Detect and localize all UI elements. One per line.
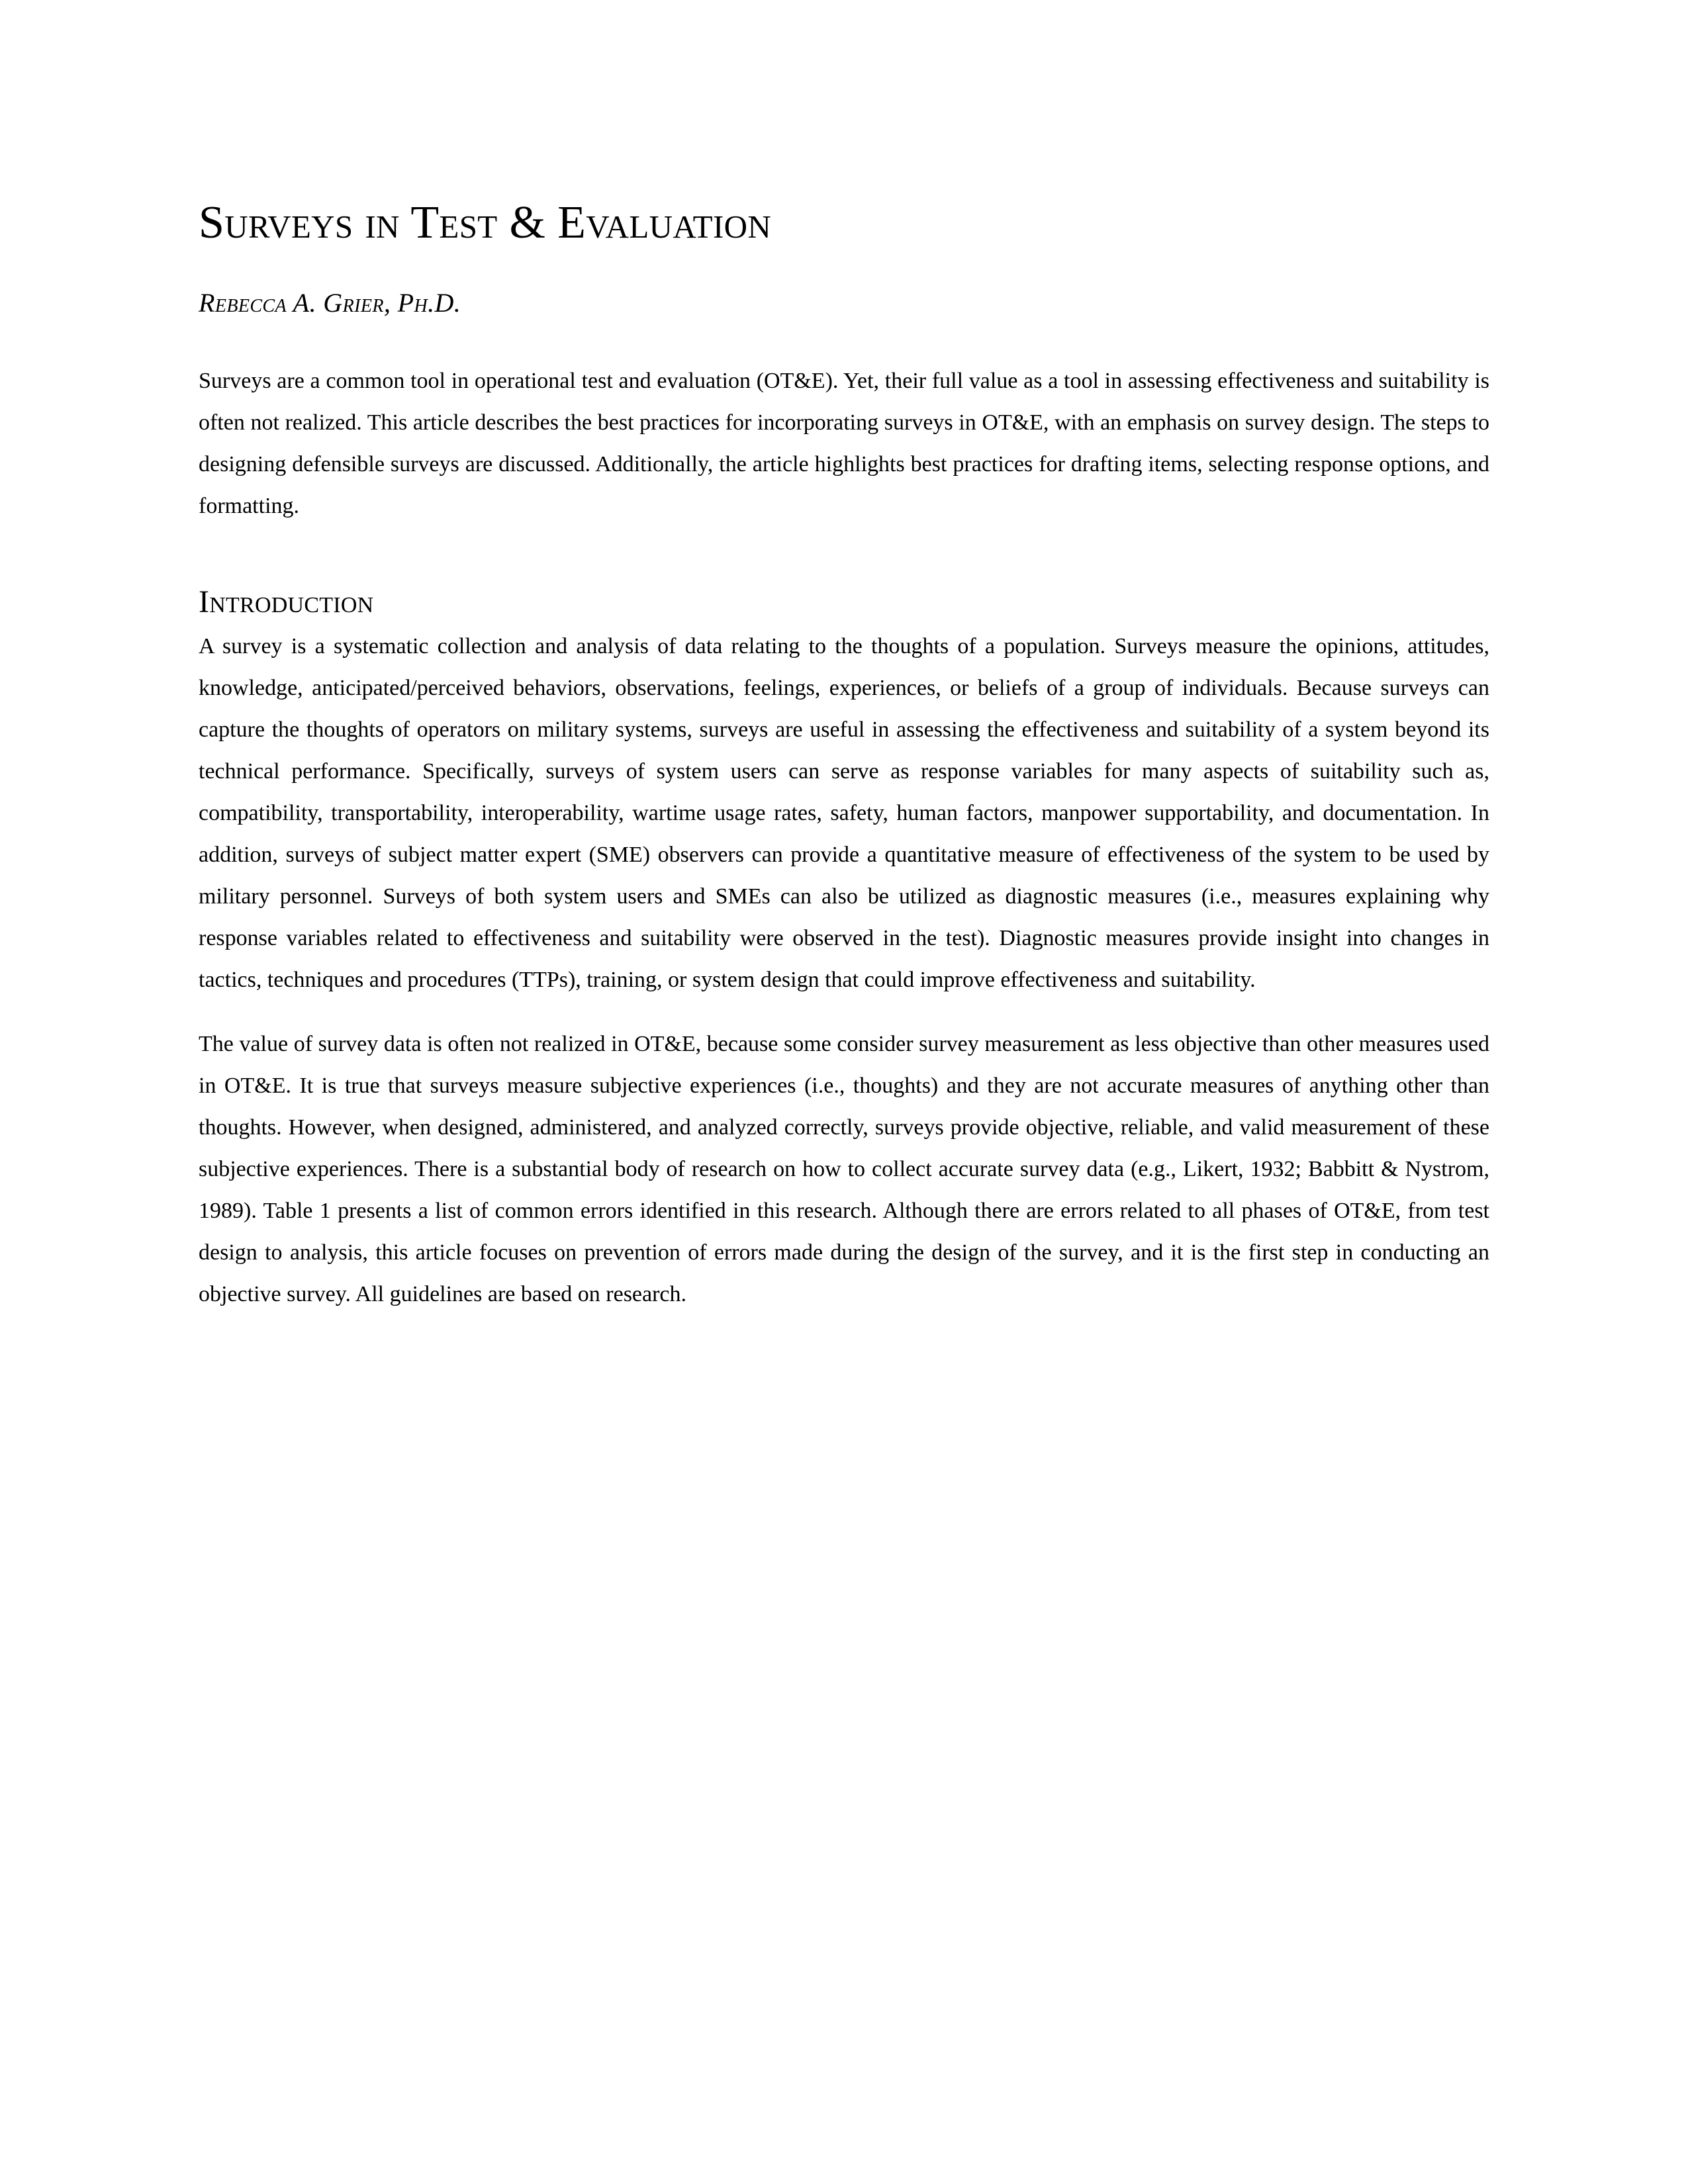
- body-paragraph: A survey is a systematic collection and analysis of data relating to the thoughts of a population. Surveys measure the opinions, attitudes, knowledge, anticipated/perceived behaviors, observations, feelings, experiences, or beliefs of a group of individuals. Because surveys can capture the thoughts of operators on military systems, surveys are useful in assessing the effectiveness and suitability of a system beyond its technical performance. Specifically, surveys of system users can serve as response variables for many aspects of suitability such as, compatibility, transportability, interoperability, wartime usage rates, safety, human factors, manpower supportability, and documentation. In addition, surveys of subject matter expert (SME) observers can provide a quantitative measure of effectiveness of the system to be used by military personnel. Surveys of both system users and SMEs can also be utilized as diagnostic measures (i.e., measures explaining why response variables related to effectiveness and suitability were observed in the test). Diagnostic measures provide insight into changes in tactics, techniques and procedures (TTPs), training, or system design that could improve effectiveness and suitability.: [199, 633, 1489, 993]
- author-byline: Rebecca A. Grier, Ph.D.: [199, 287, 461, 318]
- page-content: [199, 199, 1489, 1316]
- body-paragraph: The value of survey data is often not realized in OT&E, because some consider survey measurement as less objective than other measures used in OT&E. It is true that surveys measure subjective experiences (i.e., thoughts) and they are not accurate measures of anything other than thoughts. However, when designed, administered, and analyzed correctly, surveys provide objective, reliable, and valid measurement of these subjective experiences. There is a substantial body of research on how to collect accurate survey data (e.g., Likert, 1932; Babbitt & Nystrom, 1989). Table 1 presents a list of common errors identified in this research. Although there are errors related to all phases of OT&E, from test design to analysis, this article focuses on prevention of errors made during the design of the survey, and it is the first step in conducting an objective survey. All guidelines are based on research.: [199, 1032, 1489, 1307]
- section-heading-introduction: Introduction: [199, 584, 374, 619]
- page-title: Surveys in Test & Evaluation: [199, 197, 772, 248]
- abstract-paragraph: Surveys are a common tool in operational test and evaluation (OT&E). Yet, their full value as a tool in assessing effectiveness and suitability is often not realized. This article describes the best practices for incorporating surveys in OT&E, with an emphasis on survey design. The steps to designing defensible surveys are discussed. Additionally, the article highlights best practices for drafting items, selecting response options, and formatting.: [199, 368, 1489, 518]
